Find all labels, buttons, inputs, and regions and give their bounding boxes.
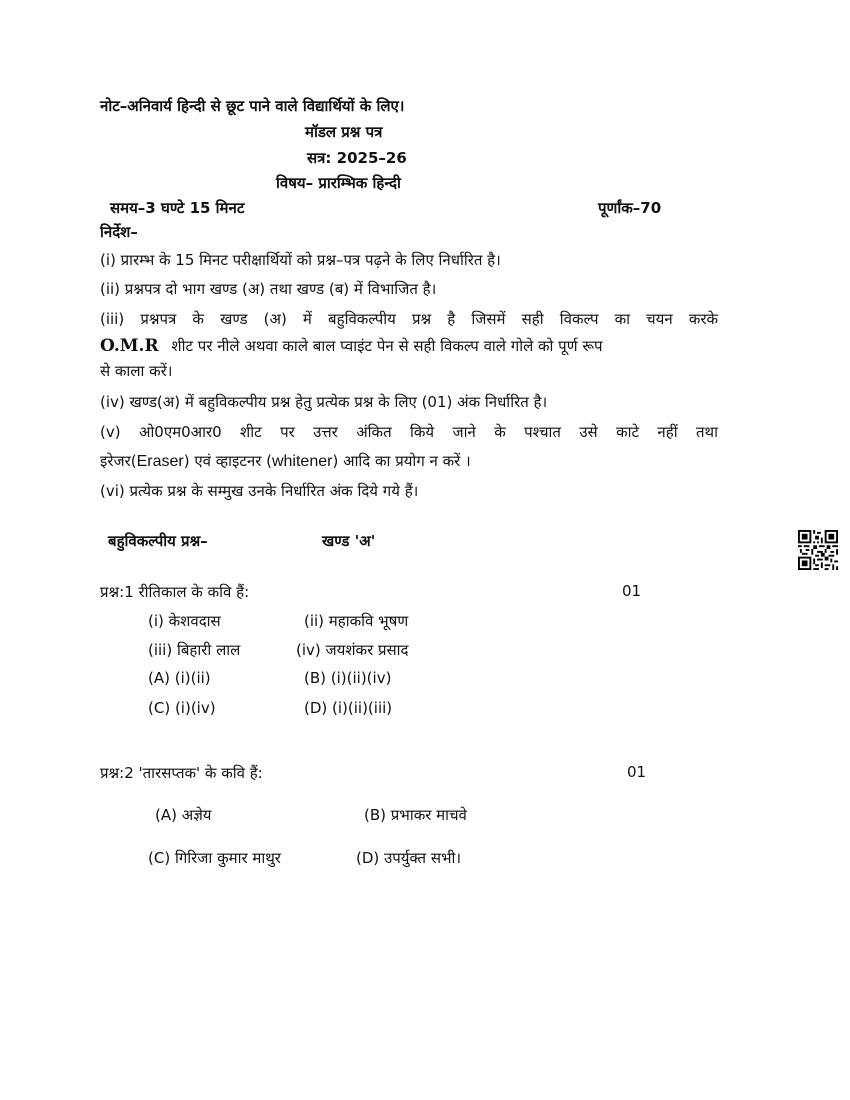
paper-type: मॉडल प्रश्न पत्र bbox=[305, 123, 383, 141]
instruction-iii-line1: (iii) प्रश्नपत्र के खण्ड (अ) में बहुविकल्पीय प्रश्न है जिसमें सही विकल्प का चयन करके bbox=[100, 310, 718, 328]
instruction-v-line2: इरेजर(Eraser) एवं व्हाइटनर (whitener) आदि का प्रयोग न करें । bbox=[100, 452, 471, 470]
question-2-option-a: (A) अज्ञेय bbox=[155, 806, 212, 824]
question-1-item-iv: (iv) जयशंकर प्रसाद bbox=[296, 641, 409, 659]
qr-code-icon bbox=[798, 530, 838, 570]
instruction-iii-line2-text: शीट पर नीले अथवा काले बाल प्वाइंट पेन से सही विकल्प वाले गोले को पूर्ण रूप bbox=[171, 337, 603, 355]
question-1-option-c: (C) (i)(iv) bbox=[148, 699, 216, 717]
instruction-i: (i) प्रारम्भ के 15 मिनट परीक्षार्थियों को प्रश्न–पत्र पढ़ने के लिए निर्धारित है। bbox=[100, 251, 501, 269]
instruction-vi: (vi) प्रत्येक प्रश्न के सम्मुख उनके निर्धारित अंक दिये गये हैं। bbox=[100, 482, 419, 500]
question-1-option-a: (A) (i)(ii) bbox=[148, 669, 211, 687]
subject: विषय– प्रारम्भिक हिन्दी bbox=[276, 174, 401, 192]
question-1-label: प्रश्न:1 रीतिकाल के कवि हैं: bbox=[100, 583, 250, 601]
time-duration: समय–3 घण्टे 15 मिनट bbox=[110, 199, 245, 217]
question-2-option-c: (C) गिरिजा कुमार माथुर bbox=[148, 849, 281, 867]
omr-label: O.M.R bbox=[100, 336, 159, 356]
question-2-marks: 01 bbox=[627, 763, 647, 781]
note-line: नोट–अनिवार्य हिन्दी से छूट पाने वाले विद्यार्थियों के लिए। bbox=[100, 97, 405, 115]
question-2-option-d: (D) उपर्युक्त सभी। bbox=[356, 849, 462, 867]
question-1-marks: 01 bbox=[622, 582, 642, 600]
session: सत्र: 2025–26 bbox=[307, 149, 407, 167]
question-1-option-d: (D) (i)(ii)(iii) bbox=[304, 699, 393, 717]
section-name: खण्ड 'अ' bbox=[322, 532, 376, 550]
section-type: बहुविकल्पीय प्रश्न– bbox=[108, 532, 208, 550]
question-2-option-b: (B) प्रभाकर माचवे bbox=[364, 806, 467, 824]
instruction-iii-line3: से काला करें। bbox=[100, 362, 173, 380]
question-2-label: प्रश्न:2 'तारसप्तक' के कवि हैं: bbox=[100, 764, 263, 782]
instruction-iii-line2 bbox=[100, 336, 603, 356]
question-1-item-ii: (ii) महाकवि भूषण bbox=[304, 612, 409, 630]
instruction-iv: (iv) खण्ड(अ) में बहुविकल्पीय प्रश्न हेतु प्रत्येक प्रश्न के लिए (01) अंक निर्धारित है। bbox=[100, 393, 548, 411]
max-marks: पूर्णांक–70 bbox=[598, 199, 662, 217]
instruction-v-line1: (v) ओ0एम0आर0 शीट पर उत्तर अंकित किये जाने के पश्चात उसे काटे नहीं तथा bbox=[100, 423, 718, 441]
question-1-item-iii: (iii) बिहारी लाल bbox=[148, 641, 241, 659]
instruction-ii: (ii) प्रश्नपत्र दो भाग खण्ड (अ) तथा खण्ड (ब) में विभाजित है। bbox=[100, 280, 437, 298]
question-1-item-i: (i) केशवदास bbox=[148, 612, 221, 630]
instructions-heading: निर्देश– bbox=[100, 223, 138, 241]
question-1-option-b: (B) (i)(ii)(iv) bbox=[304, 669, 392, 687]
